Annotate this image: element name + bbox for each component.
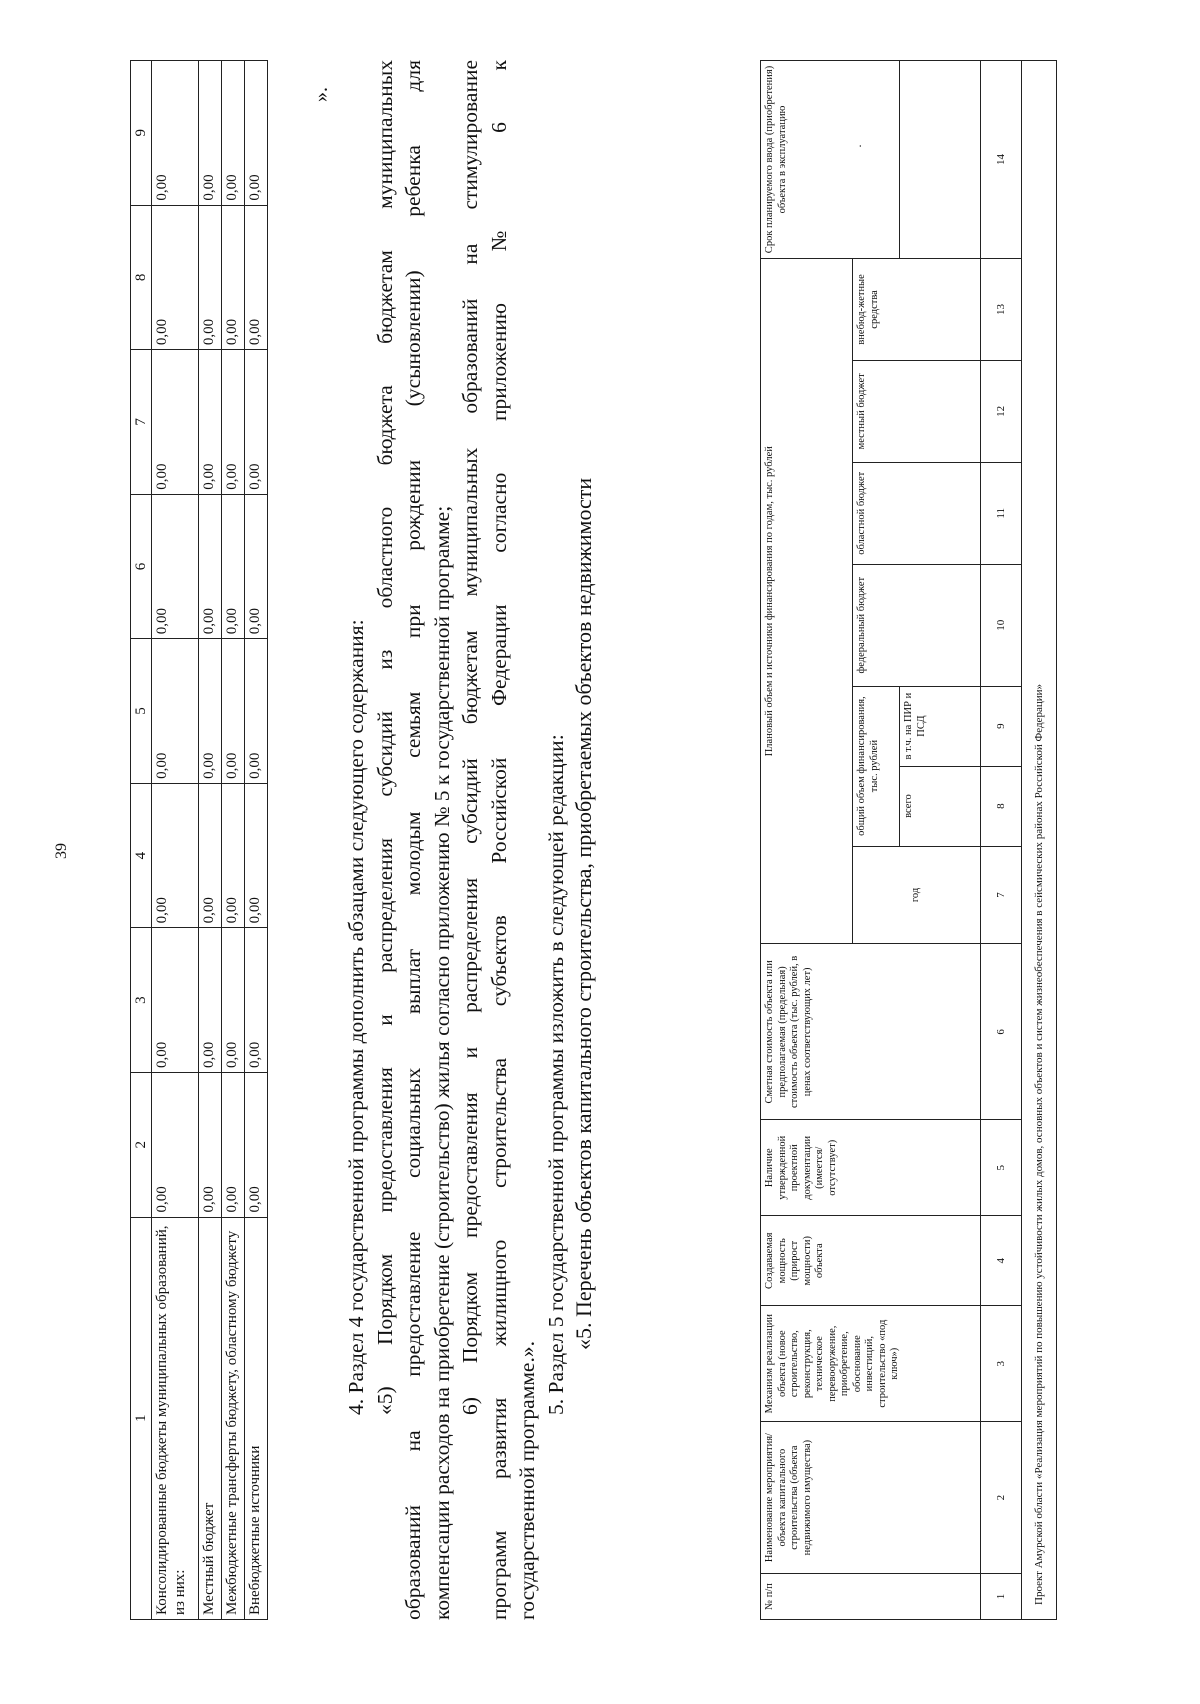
header-cell-empty <box>900 61 981 259</box>
header-cell: 3 <box>131 928 152 1073</box>
table-row <box>199 61 222 1620</box>
column-number: 11 <box>981 462 1022 564</box>
column-number: 5 <box>981 1120 1022 1216</box>
header-cell: 4 <box>131 783 152 928</box>
header-cell: 9 <box>131 61 152 206</box>
capital-construction-table <box>760 60 1057 1620</box>
header-cell-extrabudgetary: внебюд-жетные средства <box>853 258 981 360</box>
cell-value: 0,00 <box>222 639 245 784</box>
table-row <box>245 61 268 1620</box>
column-number: 1 <box>981 1574 1022 1620</box>
cell-value: 0,00 <box>199 61 222 206</box>
column-number: 2 <box>981 1422 1022 1574</box>
header-cell-documentation: Наличие утвержденной проектной документации (имеется/ отсутствует) <box>761 1120 981 1216</box>
header-cell-federal-budget: федеральный бюджет <box>853 564 981 686</box>
cell-value: 0,00 <box>245 783 268 928</box>
cell-value: 0,00 <box>245 1072 268 1217</box>
cell-value: 0,00 <box>152 61 199 206</box>
cell-value: 0,00 <box>199 205 222 350</box>
header-cell-name: Наименование мероприятия/объекта капитального строительства (объекта недвижимого имущества) <box>761 1422 981 1574</box>
rotated-page-content <box>130 60 1130 1620</box>
header-cell-planned-financing: Плановый объем и источники финансирования по годам, тыс. рублей <box>761 258 853 943</box>
column-number: 14 <box>981 61 1022 259</box>
column-number: 12 <box>981 360 1022 462</box>
closing-quote: ». <box>310 87 332 102</box>
paragraph-section-4: 4. Раздел 4 государственной программы дополнить абзацами следующего содержания: <box>344 619 368 1415</box>
cell-value: 0,00 <box>245 205 268 350</box>
column-number: 3 <box>981 1306 1022 1422</box>
cell-value: 0,00 <box>222 928 245 1073</box>
section-5-title: «5. Перечень объектов капитального строительства, приобретаемых объектов недвижимости <box>571 477 596 1350</box>
cell-value: 0,00 <box>222 61 245 206</box>
row-label: Внебюджетные источники <box>245 1217 268 1619</box>
paragraph-item-5-line: компенсации расходов на приобретение (строительство) жилья согласно приложению № 5 к государственной программе; <box>429 505 454 1620</box>
header-cell: 6 <box>131 494 152 639</box>
column-number: 6 <box>981 944 1022 1120</box>
row-label: Консолидированные бюджеты муниципальных образований, из них: <box>152 1217 199 1619</box>
project-title: Проект Амурской области «Реализация мероприятий по повышению устойчивости жилых домов, основных объектов и систем жизнеобеспечения в сейсмических районах Российской Федерации» <box>1022 61 1057 1620</box>
paragraph-item-5-line: «5) Порядком предоставления и распределения субсидий из областного бюджета бюджетам муниципальных <box>372 60 397 1415</box>
header-cell: 1 <box>131 1217 152 1619</box>
cell-value: 0,00 <box>199 494 222 639</box>
cell-value: 0,00 <box>245 61 268 206</box>
cell-value: 0,00 <box>199 639 222 784</box>
table-row <box>152 61 199 1620</box>
paragraph-item-6-line: 6) Порядком предоставления и распределения субсидий бюджетам муниципальных образований на стимулирование <box>458 60 482 1415</box>
cell-value: 0,00 <box>245 928 268 1073</box>
column-number: 13 <box>981 258 1022 360</box>
project-row <box>1022 61 1057 1620</box>
column-number: 4 <box>981 1216 1022 1306</box>
header-cell-commissioning-date: Срок планируемого ввода (приобретения) объекта в эксплуатацию <box>761 61 900 259</box>
table-row <box>222 61 245 1620</box>
cell-value: 0,00 <box>245 494 268 639</box>
budget-table <box>130 60 268 1620</box>
cell-value: 0,00 <box>245 639 268 784</box>
cell-value: 0,00 <box>199 928 222 1073</box>
column-number-row <box>981 61 1022 1620</box>
header-cell-total-financing: общий объем финансирования, тыс. рублей <box>853 686 900 846</box>
cell-value: 0,00 <box>222 350 245 495</box>
header-cell-estimated-cost: Сметная стоимость объекта или предполагаемая (предельная) стоимость объекта (тыс. рублей, в ценах соответствующих лет) <box>761 944 981 1120</box>
header-cell-local-budget: местный бюджет <box>853 360 981 462</box>
column-number: 9 <box>981 686 1022 766</box>
header-cell-capacity: Создаваемая мощность (прирост мощности) объекта <box>761 1216 981 1306</box>
cell-value: 0,00 <box>222 494 245 639</box>
header-cell-no: № п/п <box>761 1574 981 1620</box>
cell-value: 0,00 <box>152 494 199 639</box>
paragraph-item-5-line: образований на предоставление социальных выплат молодым семьям при рождении (усыновлении) ребенка для <box>401 60 425 1620</box>
paragraph-item-6-line: государственной программе.». <box>515 1341 539 1620</box>
cell-value: 0,00 <box>152 205 199 350</box>
cell-value: 0,00 <box>152 928 199 1073</box>
header-cell-total: всего <box>900 766 981 846</box>
header-cell: 2 <box>131 1072 152 1217</box>
row-label: Межбюджетные трансферты бюджету, областному бюджету <box>222 1217 245 1619</box>
cell-value: 0,00 <box>152 350 199 495</box>
paragraph-section-5: 5. Раздел 5 государственной программы изложить в следующей редакции: <box>543 734 568 1415</box>
cell-value: 0,00 <box>199 1072 222 1217</box>
column-number: 8 <box>981 766 1022 846</box>
table-header-row <box>761 61 853 1620</box>
cell-value: 0,00 <box>222 783 245 928</box>
header-cell: 7 <box>131 350 152 495</box>
header-cell-year: год <box>853 846 981 944</box>
header-cell-regional-budget: областной бюджет <box>853 462 981 564</box>
header-cell: 5 <box>131 639 152 784</box>
header-cell-pir-psd: в т.ч. на ПИР и ПСД <box>900 686 981 766</box>
budget-table-header <box>131 61 152 1620</box>
cell-value: 0,00 <box>152 1072 199 1217</box>
row-label: Местный бюджет <box>199 1217 222 1619</box>
cell-value: 0,00 <box>222 1072 245 1217</box>
amendment-text <box>342 60 599 1620</box>
cell-value: 0,00 <box>152 639 199 784</box>
header-cell-mechanism: Механизм реализации объекта (новое строительство, реконструкция, техническое перевооружение, приобретение, обоснование инвестиций, строительство «под ключ») <box>761 1306 981 1422</box>
paragraph-item-6-line: программ развития жилищного строительства субъектов Российской Федерации согласно приложению № 6 к <box>486 60 511 1620</box>
scan-mark: · <box>853 144 867 148</box>
cell-value: 0,00 <box>152 783 199 928</box>
cell-value: 0,00 <box>199 783 222 928</box>
cell-value: 0,00 <box>199 350 222 495</box>
column-number: 7 <box>981 846 1022 944</box>
header-cell: 8 <box>131 205 152 350</box>
cell-value: 0,00 <box>222 205 245 350</box>
column-number: 10 <box>981 564 1022 686</box>
cell-value: 0,00 <box>245 350 268 495</box>
page-number: 39 <box>53 843 70 859</box>
